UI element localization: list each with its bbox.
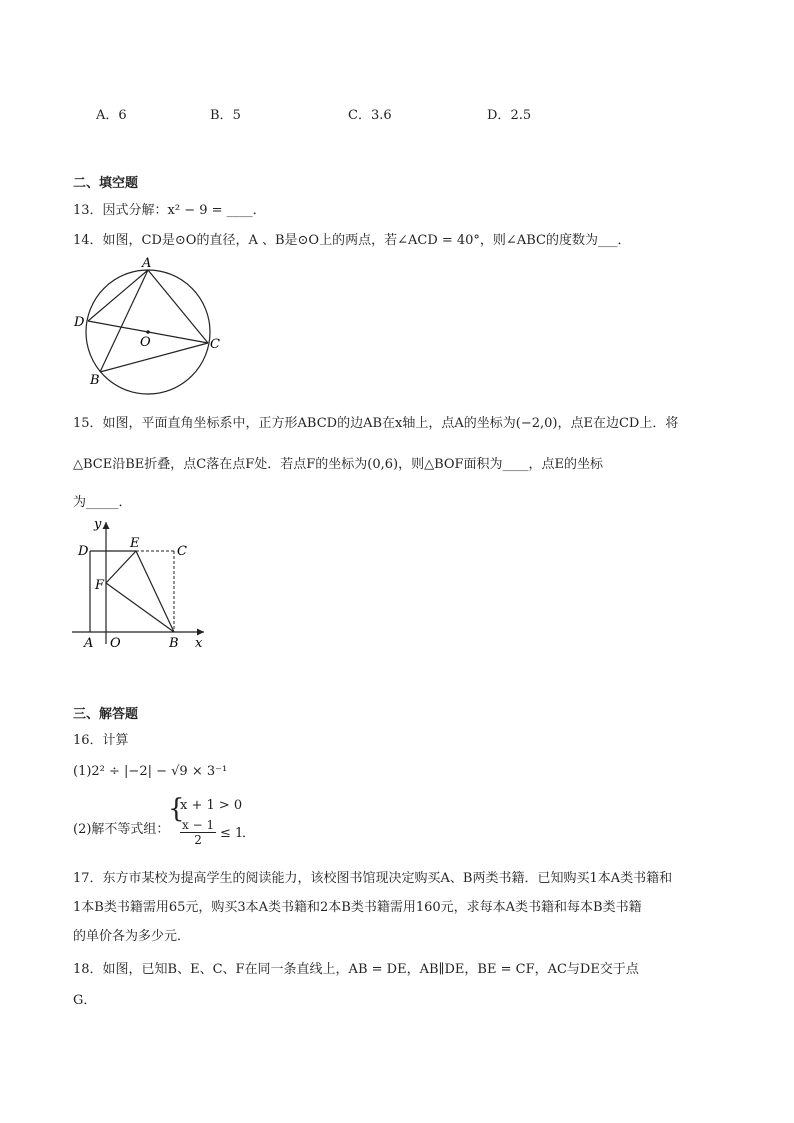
option-letter: C．: [348, 108, 371, 123]
system-brace: {: [168, 794, 185, 824]
label-b: B: [169, 636, 179, 651]
option-value: 3.6: [370, 108, 392, 123]
question-16-part-2-prefix: (2)解不等式组：: [73, 822, 170, 837]
option-letter: B．: [210, 108, 233, 123]
option-d: [487, 104, 531, 123]
question-16-part-1: (1)2² ÷ |−2| − √9 × 3⁻¹: [73, 764, 228, 779]
label-y: y: [94, 517, 102, 532]
question-15-line-2: △BCE沿BE折叠，点C落在点F处．若点F的坐标为(0,6)，则△BOF面积为____，点E的坐标: [73, 457, 604, 472]
question-15-line-1: 15．如图，平面直角坐标系中，正方形ABCD的边AB在x轴上，点A的坐标为(−2,0)，点E在边CD上．将: [73, 416, 679, 431]
label-o: O: [110, 636, 121, 651]
question-17-line-3: 的单价各为多少元．: [73, 929, 191, 944]
question-15-line-3: 为_____．: [73, 495, 132, 510]
inequality-2-fraction: [180, 818, 216, 847]
inequality-suffix: ．: [242, 826, 256, 841]
question-18-line-2: G．: [73, 993, 97, 1008]
inequality-1: x + 1 > 0: [180, 798, 243, 813]
inequality-2-rest: ≤ 1: [220, 826, 244, 841]
question-14: 14．如图，CD是⊙O的直径，A 、B是⊙O上的两点，若∠ACD = 40°，则∠ABC的度数为___．: [73, 233, 631, 248]
option-value: 6: [118, 108, 127, 123]
label-c: C: [210, 337, 220, 352]
label-e: E: [130, 536, 140, 551]
label-d: D: [74, 315, 85, 330]
fraction-numerator: x − 1: [182, 818, 215, 832]
label-d: D: [78, 544, 89, 559]
question-13: 13．因式分解：x² − 9 = ____．: [73, 203, 266, 218]
label-f: F: [95, 578, 105, 593]
section-title-fill-blank: 二、填空题: [73, 176, 139, 191]
option-c: [348, 104, 392, 123]
fraction-denominator: 2: [194, 833, 202, 847]
option-value: 5: [232, 108, 241, 123]
label-b: B: [90, 373, 100, 388]
label-c: C: [177, 544, 187, 559]
figure-14-circle: [72, 256, 232, 396]
option-a: [96, 104, 127, 123]
label-x: x: [195, 636, 203, 651]
option-b: [210, 104, 241, 123]
question-17-line-2: 1本B类书籍需用65元，购买3本A类书籍和2本B类书籍需用160元，求每本A类书籍和每本B类书籍: [73, 900, 642, 915]
question-17-line-1: 17．东方市某校为提高学生的阅读能力，该校图书馆现决定购买A、B两类书籍．已知购买1本A类书籍和: [73, 871, 673, 886]
label-o: O: [140, 335, 151, 350]
figure-15-coordinates: [70, 514, 215, 654]
label-a: A: [84, 636, 94, 651]
question-16-title: 16．计算: [73, 733, 129, 748]
option-value: 2.5: [510, 108, 532, 123]
section-title-solve: 三、解答题: [73, 707, 139, 722]
label-a: A: [142, 256, 152, 271]
option-letter: A．: [96, 108, 119, 123]
question-18-line-1: 18．如图，已知B、E、C、F在同一条直线上，AB = DE，AB∥DE，BE = CF，AC与DE交于点: [73, 962, 639, 977]
option-letter: D．: [487, 108, 511, 123]
